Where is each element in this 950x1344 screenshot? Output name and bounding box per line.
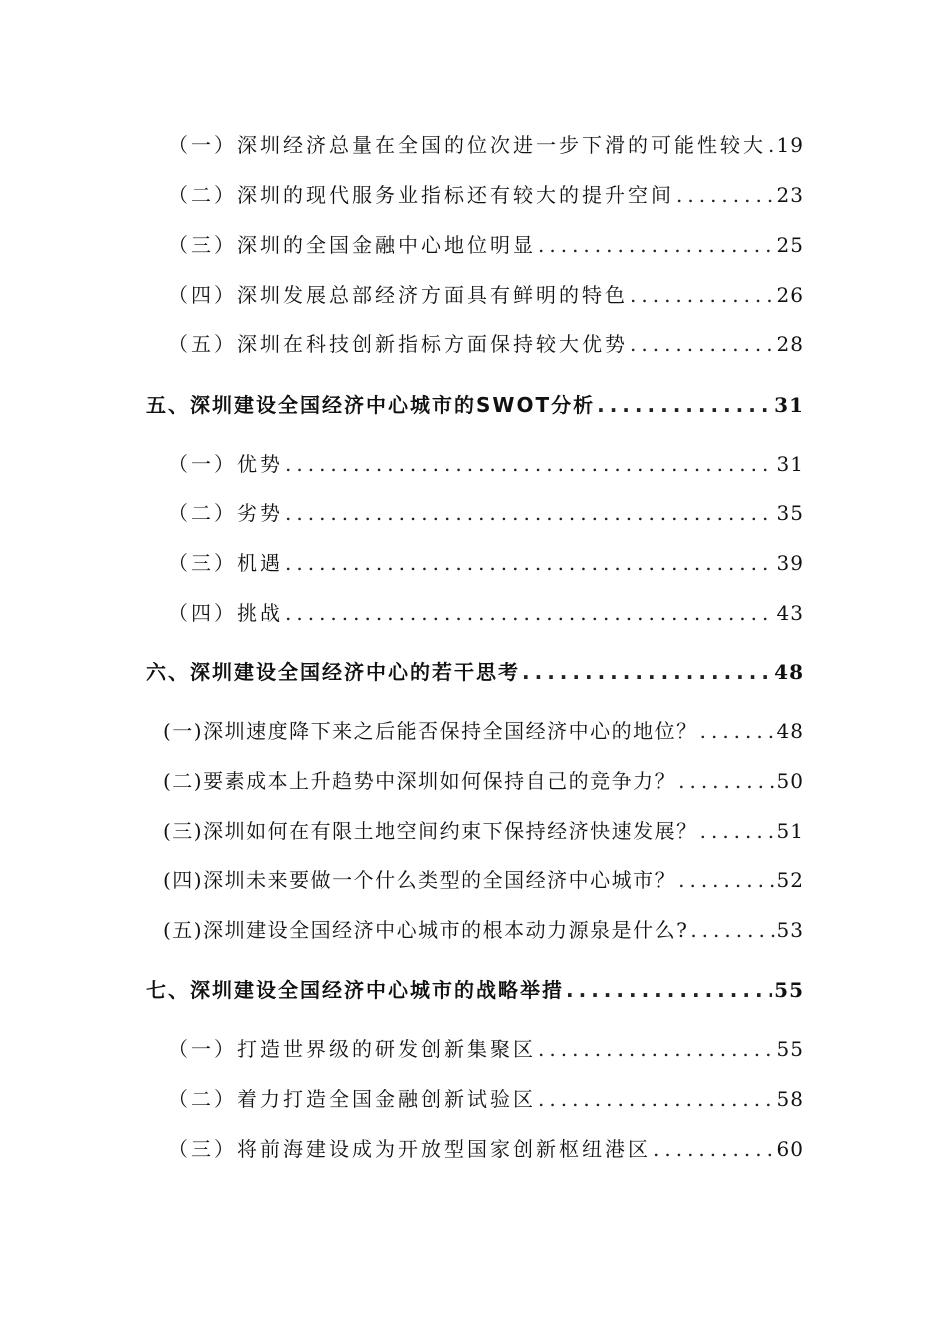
toc-chapter-title: 五、深圳建设全国经济中心城市的SWOT分析 (146, 393, 596, 417)
toc-entry-title: （一）打造世界级的研发创新集聚区 (168, 1037, 536, 1061)
toc-entry-page: 39 (776, 551, 804, 575)
toc-leader-dots (566, 978, 772, 1002)
toc-chapter[interactable] (146, 389, 804, 418)
toc-entry-page: 60 (776, 1137, 804, 1161)
toc-entry[interactable] (168, 279, 804, 308)
toc-entry-page: 43 (776, 601, 804, 625)
toc-leader-dots (285, 601, 775, 625)
toc-chapter-page: 48 (774, 660, 804, 684)
toc-entry-title: (四)深圳未来要做一个什么类型的全国经济中心城市？ (163, 868, 677, 892)
toc-entry-title: (三)深圳如何在有限土地空间约束下保持经济快速发展？ (163, 819, 698, 843)
toc-entry[interactable] (168, 229, 804, 258)
toc-entry[interactable] (163, 765, 804, 794)
toc-entry[interactable] (168, 328, 804, 357)
toc-entry-page: 55 (776, 1037, 804, 1061)
toc-leader-dots (678, 868, 774, 892)
toc-entry-page: 23 (776, 183, 804, 207)
toc-entry-page: 31 (776, 452, 804, 476)
toc-leader-dots (522, 660, 772, 684)
toc-entry-title: （三）机遇 (168, 551, 283, 575)
toc-entry-page: 28 (776, 332, 804, 356)
toc-chapter-page: 55 (774, 978, 804, 1002)
toc-entry-title: （一）优势 (168, 452, 283, 476)
toc-entry-page: 52 (776, 868, 804, 892)
toc-entry[interactable] (168, 597, 804, 626)
toc-chapter-title: 六、深圳建设全国经济中心的若干思考 (146, 660, 520, 684)
toc-entry-title: (二)要素成本上升趋势中深圳如何保持自己的竞争力？ (163, 769, 677, 793)
toc-entry[interactable] (163, 914, 804, 943)
toc-entry[interactable] (168, 497, 804, 526)
toc-leader-dots (630, 332, 775, 356)
toc-leader-dots (768, 133, 775, 157)
toc-entry-title: （四）深圳发展总部经济方面具有鲜明的特色 (168, 283, 628, 307)
toc-leader-dots (285, 501, 775, 525)
toc-entry-page: 48 (776, 719, 804, 743)
toc-leader-dots (285, 452, 775, 476)
toc-leader-dots (538, 1037, 775, 1061)
toc-entry[interactable] (163, 715, 804, 744)
toc-leader-dots (690, 918, 774, 942)
toc-entry[interactable] (163, 864, 804, 893)
toc-entry-title: (一)深圳速度降下来之后能否保持全国经济中心的地位？ (163, 719, 698, 743)
toc-leader-dots (538, 1087, 775, 1111)
toc-entry-page: 51 (776, 819, 804, 843)
toc-leader-dots (678, 769, 774, 793)
toc-entry-page: 50 (776, 769, 804, 793)
toc-entry-title: （三）将前海建设成为开放型国家创新枢纽港区 (168, 1137, 651, 1161)
toc-chapter-page: 31 (774, 393, 804, 417)
toc-chapter[interactable] (146, 974, 804, 1003)
toc-entry-page: 58 (776, 1087, 804, 1111)
toc-entry-page: 26 (776, 283, 804, 307)
toc-chapter[interactable] (146, 656, 804, 685)
toc-leader-dots (676, 183, 775, 207)
toc-entry-page: 19 (776, 133, 804, 157)
toc-entry-title: （二）深圳的现代服务业指标还有较大的提升空间 (168, 183, 674, 207)
toc-entry-title: (五)深圳建设全国经济中心城市的根本动力源泉是什么? (163, 918, 689, 942)
toc-entry[interactable] (168, 1133, 804, 1162)
toc-entry-title: （一）深圳经济总量在全国的位次进一步下滑的可能性较大 (168, 133, 766, 157)
toc-entry-title: （四）挑战 (168, 601, 283, 625)
toc-entry-page: 53 (776, 918, 804, 942)
toc-entry[interactable] (168, 1083, 804, 1112)
toc-entry-title: （二）劣势 (168, 501, 283, 525)
toc-entry-title: （五）深圳在科技创新指标方面保持较大优势 (168, 332, 628, 356)
toc-entry-page: 35 (776, 501, 804, 525)
toc-entry[interactable] (163, 815, 804, 844)
toc-leader-dots (700, 719, 775, 743)
toc-leader-dots (597, 393, 772, 417)
toc-entry[interactable] (168, 547, 804, 576)
toc-entry[interactable] (168, 1033, 804, 1062)
toc-leader-dots (538, 233, 775, 257)
toc-chapter-title: 七、深圳建设全国经济中心城市的战略举措 (146, 978, 564, 1002)
toc-entry[interactable] (168, 448, 804, 477)
toc-leader-dots (285, 551, 775, 575)
toc-entry-page: 25 (776, 233, 804, 257)
toc-leader-dots (700, 819, 775, 843)
toc-entry[interactable] (168, 129, 804, 158)
toc-entry-title: （二）着力打造全国金融创新试验区 (168, 1087, 536, 1111)
toc-leader-dots (653, 1137, 775, 1161)
toc-leader-dots (630, 283, 775, 307)
toc-entry-title: （三）深圳的全国金融中心地位明显 (168, 233, 536, 257)
toc-entry[interactable] (168, 179, 804, 208)
